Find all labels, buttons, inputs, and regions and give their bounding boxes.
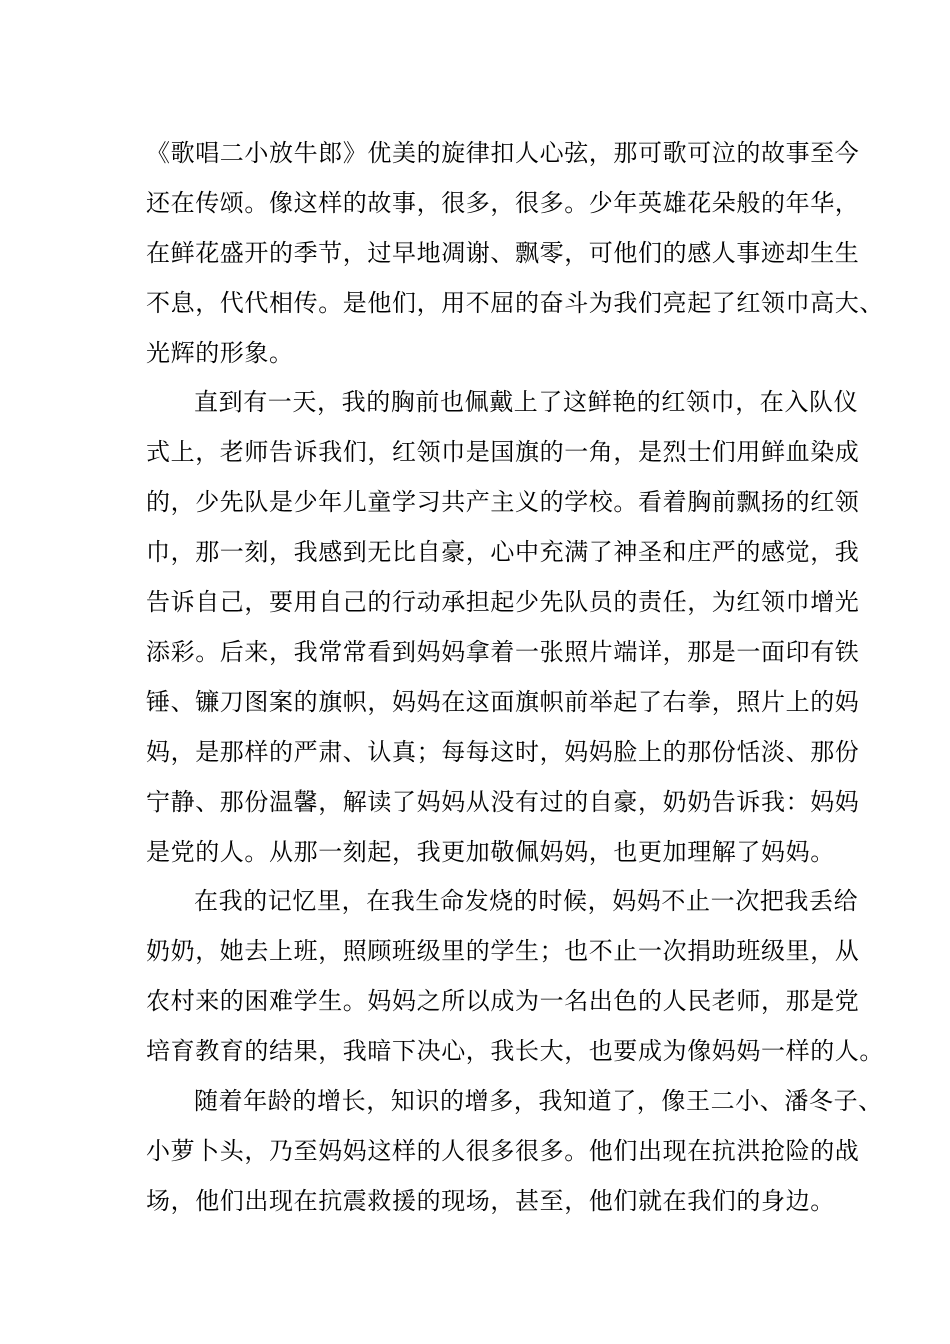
text-line: 场，他们出现在抗震救援的现场，甚至，他们就在我们的身边。	[146, 1187, 835, 1215]
text-line: 宁静、那份温馨，解读了妈妈从没有过的自豪，奶奶告诉我：妈妈	[146, 788, 860, 816]
text-line: 锤、镰刀图案的旗帜，妈妈在这面旗帜前举起了右拳，照片上的妈	[146, 688, 860, 716]
paragraph-first-line: 直到有一天，我的胸前也佩戴上了这鲜艳的红领巾，在入队仪	[194, 388, 859, 416]
text-line: 小萝卜头，乃至妈妈这样的人很多很多。他们出现在抗洪抢险的战	[146, 1137, 860, 1165]
text-line: 的，少先队是少年儿童学习共产主义的学校。看着胸前飘扬的红领	[146, 488, 860, 516]
text-line: 不息，代代相传。是他们，用不屈的奋斗为我们亮起了红领巾高大、	[146, 289, 884, 317]
text-line: 式上，老师告诉我们，红领巾是国旗的一角，是烈士们用鲜血染成	[146, 438, 860, 466]
text-line: 在鲜花盛开的季节，过早地凋谢、飘零，可他们的感人事迹却生生	[146, 239, 860, 267]
text-line: 奶奶，她去上班，照顾班级里的学生；也不止一次捐助班级里，从	[146, 937, 860, 965]
text-line: 妈，是那样的严肃、认真；每每这时，妈妈脸上的那份恬淡、那份	[146, 738, 860, 766]
text-line: 培育教育的结果，我暗下决心，我长大，也要成为像妈妈一样的人。	[146, 1037, 884, 1065]
text-line: 是党的人。从那一刻起，我更加敬佩妈妈，也更加理解了妈妈。	[146, 838, 835, 866]
text-line: 还在传颂。像这样的故事，很多，很多。少年英雄花朵般的年华，	[146, 189, 860, 217]
paragraph-first-line: 随着年龄的增长，知识的增多，我知道了，像王二小、潘冬子、	[194, 1087, 883, 1115]
paragraph-first-line: 在我的记忆里，在我生命发烧的时候，妈妈不止一次把我丢给	[194, 887, 859, 915]
text-line: 农村来的困难学生。妈妈之所以成为一名出色的人民老师，那是党	[146, 987, 860, 1015]
text-line: 《歌唱二小放牛郎》优美的旋律扣人心弦，那可歌可泣的故事至今	[146, 139, 860, 167]
text-line: 光辉的形象。	[146, 339, 294, 367]
text-line: 添彩。后来，我常常看到妈妈拿着一张照片端详，那是一面印有铁	[146, 638, 860, 666]
text-line: 巾，那一刻，我感到无比自豪，心中充满了神圣和庄严的感觉，我	[146, 538, 860, 566]
text-line: 告诉自己，要用自己的行动承担起少先队员的责任，为红领巾增光	[146, 588, 860, 616]
